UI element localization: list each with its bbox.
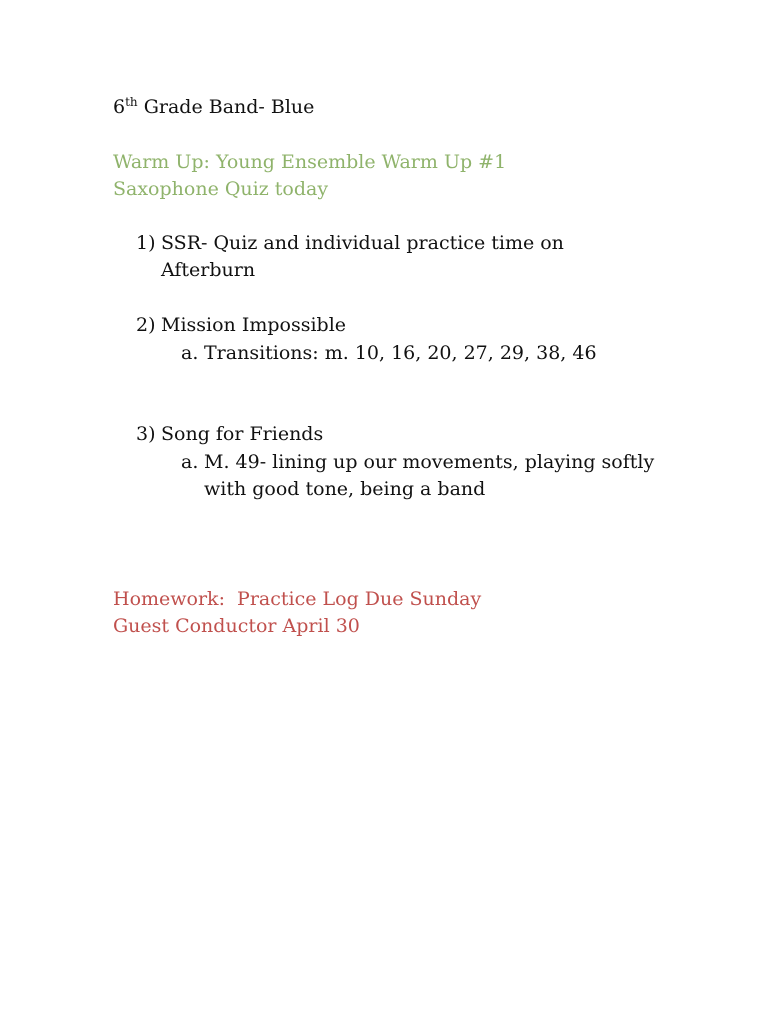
- warmup-line-2: Saxophone Quiz today: [113, 178, 329, 200]
- list-item-1-text-line-2: Afterburn: [161, 259, 256, 281]
- page-title: [113, 94, 314, 121]
- list-item-2-number: 2): [136, 314, 156, 336]
- title-superscript: th: [125, 95, 138, 109]
- list-item-1-text-line-1: SSR- Quiz and individual practice time on: [161, 232, 564, 254]
- list-item-2-sub-text: Transitions: m. 10, 16, 20, 27, 29, 38, 46: [204, 342, 597, 364]
- list-item-2-sub-letter: a.: [181, 342, 199, 364]
- title-prefix: 6: [113, 96, 126, 118]
- list-item-3-number: 3): [136, 423, 156, 445]
- list-item-1-number: 1): [136, 232, 156, 254]
- list-item-3-sub-letter: a.: [181, 451, 199, 473]
- list-item-3-text: Song for Friends: [161, 423, 324, 445]
- homework-line-2: Guest Conductor April 30: [113, 615, 360, 637]
- list-item-2-text: Mission Impossible: [161, 314, 347, 336]
- title-rest: Grade Band- Blue: [137, 96, 315, 118]
- homework-line-1: Homework: Practice Log Due Sunday: [113, 588, 482, 610]
- warmup-line-1: Warm Up: Young Ensemble Warm Up #1: [113, 151, 507, 173]
- list-item-3-sub-text-line-2: with good tone, being a band: [204, 478, 486, 500]
- list-item-3-sub-text-line-1: M. 49- lining up our movements, playing softly: [204, 451, 655, 473]
